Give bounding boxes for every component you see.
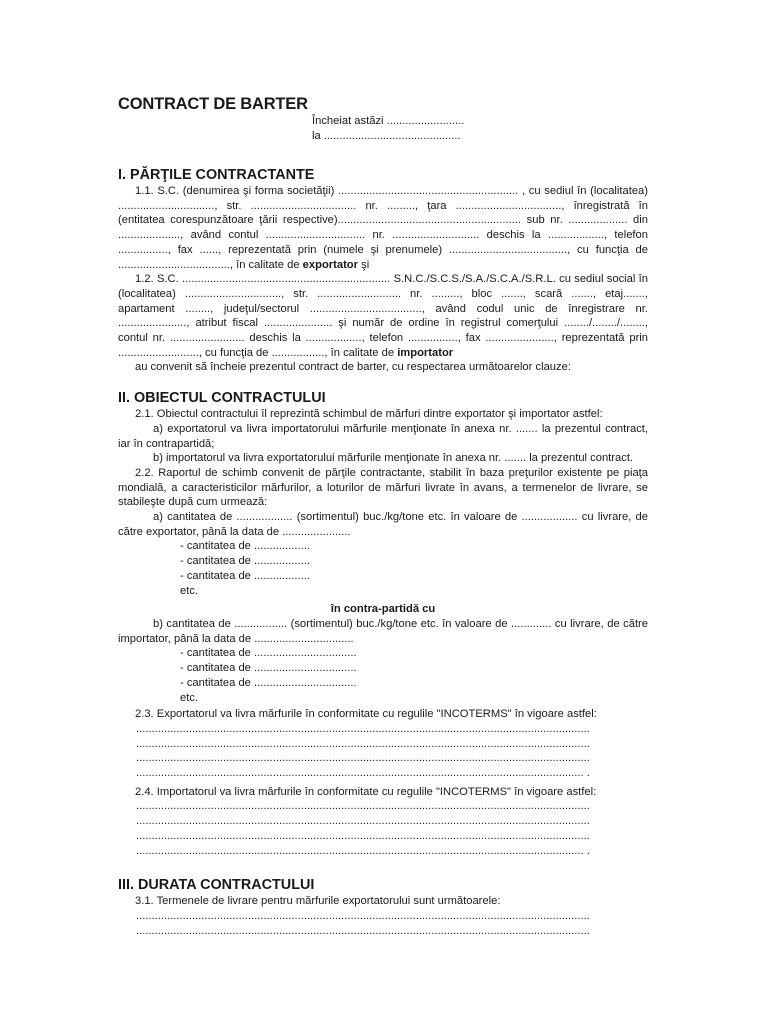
quantity-a-1: - cantitatea de .................. <box>180 540 310 553</box>
role-exporter: exportator <box>302 258 358 271</box>
quantity-a-2: - cantitatea de .................. <box>180 555 310 568</box>
agreement-line: au convenit să încheie prezentul contract de barter, cu respectarea următoarelor clauze: <box>135 361 571 374</box>
dotted-line: ................................................................................................................................................ . <box>136 844 590 857</box>
quantity-b-2: - cantitatea de ................................. <box>180 662 357 675</box>
section-heading-object: II. OBIECTUL CONTRACTULUI <box>118 390 326 407</box>
clause-2-1-a: a) exportatorul va livra importatorului mărfurile menţionate în anexa nr. ....... la prezentul contract, iar în contrapartidă; <box>118 422 648 450</box>
dotted-line: .................................................................................................................................................. <box>136 737 590 750</box>
clause-2-1-b: b) importatorul va livra exportatorului mărfurile menţionate în anexa nr. ....... la prezentul contract. <box>153 452 634 465</box>
quantity-b-3: - cantitatea de ................................. <box>180 676 357 689</box>
place-line: la ............................................ <box>312 130 461 142</box>
dotted-line: .................................................................................................................................................. <box>136 924 590 937</box>
dotted-line: ................................................................................................................................................ . <box>136 767 590 780</box>
clause-1-1-end: şi <box>358 258 370 271</box>
counterpart-label: în contra-partidă cu <box>330 603 436 616</box>
dotted-line: .................................................................................................................................................. <box>136 722 590 735</box>
document-title: CONTRACT DE BARTER <box>118 95 308 113</box>
quantity-b-1: - cantitatea de ................................. <box>180 647 357 660</box>
date-line: Încheiat astăzi ......................... <box>312 115 465 127</box>
role-importer: importator <box>397 346 454 359</box>
dotted-line: .................................................................................................................................................. <box>136 829 590 842</box>
section-heading-duration: III. DURATA CONTRACTULUI <box>118 877 315 894</box>
clause-2-2-b: b) cantitatea de ................. (sortimentul) buc./kg/tone etc. în valoare de ............. cu livrare, de către importator, până la data de ................................ <box>118 617 648 645</box>
clause-1-1-text: 1.1. S.C. (denumirea şi forma societăţii) .......................................................... , cu sediul în (localitatea) ..............................., str. .................................. nr. ........., ţara .................................., înregistrată în (entitatea corespunzătoare ţării respective)........................................................... sub nr. ................... din ...................., având contul ................................ nr. ............................ deschis la .................., telefon ................, fax ......, reprezentată prin (numele şi prenumele) ......................................, cu funcţia de ...................................., în calitate de <box>118 185 648 271</box>
dotted-line: .................................................................................................................................................. <box>136 909 590 922</box>
clause-2-4: 2.4. Importatorul va livra mărfurile în conformitate cu regulile "INCOTERMS" în vigoare astfel: <box>135 785 597 798</box>
dotted-line: .................................................................................................................................................. <box>136 800 590 813</box>
quantity-b-etc: etc. <box>180 691 199 704</box>
clause-1-2-text: 1.2. S.C. ................................................................... S.N.C./S.C.S./S.A./S.C.A./S.R.L. cu sediul social în (localitatea) ..............................., str. ........................... nr. ........., bloc ......., scară ......., etaj......., apartament ........, judeţul/sectorul ...................................., având codul unic de înregistrare nr. ......................, atribut fiscal ...................... şi număr de ordine în registrul comerţului ......../......../........, contul nr. ........................ deschis la .................., telefon ................, fax ......................, reprezentată prin .........................., cu funcţia de ................., în calitate de <box>118 273 648 359</box>
clause-2-2-a: a) cantitatea de .................. (sortimentul) buc./kg/tone etc. în valoare de .................. cu livrare, de către exportator, până la data de ...................... <box>118 511 648 538</box>
quantity-a-3: - cantitatea de .................. <box>180 569 310 582</box>
clause-1-2 <box>118 272 648 360</box>
dotted-line: .................................................................................................................................................. <box>136 815 590 828</box>
section-heading-parties: I. PĂRŢILE CONTRACTANTE <box>118 167 315 183</box>
clause-3-1: 3.1. Termenele de livrare pentru mărfurile exportatorului sunt următoarele: <box>135 895 501 908</box>
document-body <box>118 94 648 938</box>
quantity-a-etc: etc. <box>180 584 199 597</box>
clause-1-1 <box>118 184 648 272</box>
clause-2-2: 2.2. Raportul de schimb convenit de părţile contractante, stabilit în baza preţurilor existente pe piaţa mondială, a caracteristicilor mărfurilor, a loturilor de mărfuri livrate în avans, a termenelor de livrare, se stabileşte după cum urmează: <box>118 466 648 509</box>
dotted-line: .................................................................................................................................................. <box>136 752 590 765</box>
clause-2-1: 2.1. Obiectul contractului îl reprezintă schimbul de mărfuri dintre exportator şi importator astfel: <box>135 408 603 421</box>
clause-2-3: 2.3. Exportatorul va livra mărfurile în conformitate cu regulile "INCOTERMS" în vigoare astfel: <box>135 708 597 721</box>
